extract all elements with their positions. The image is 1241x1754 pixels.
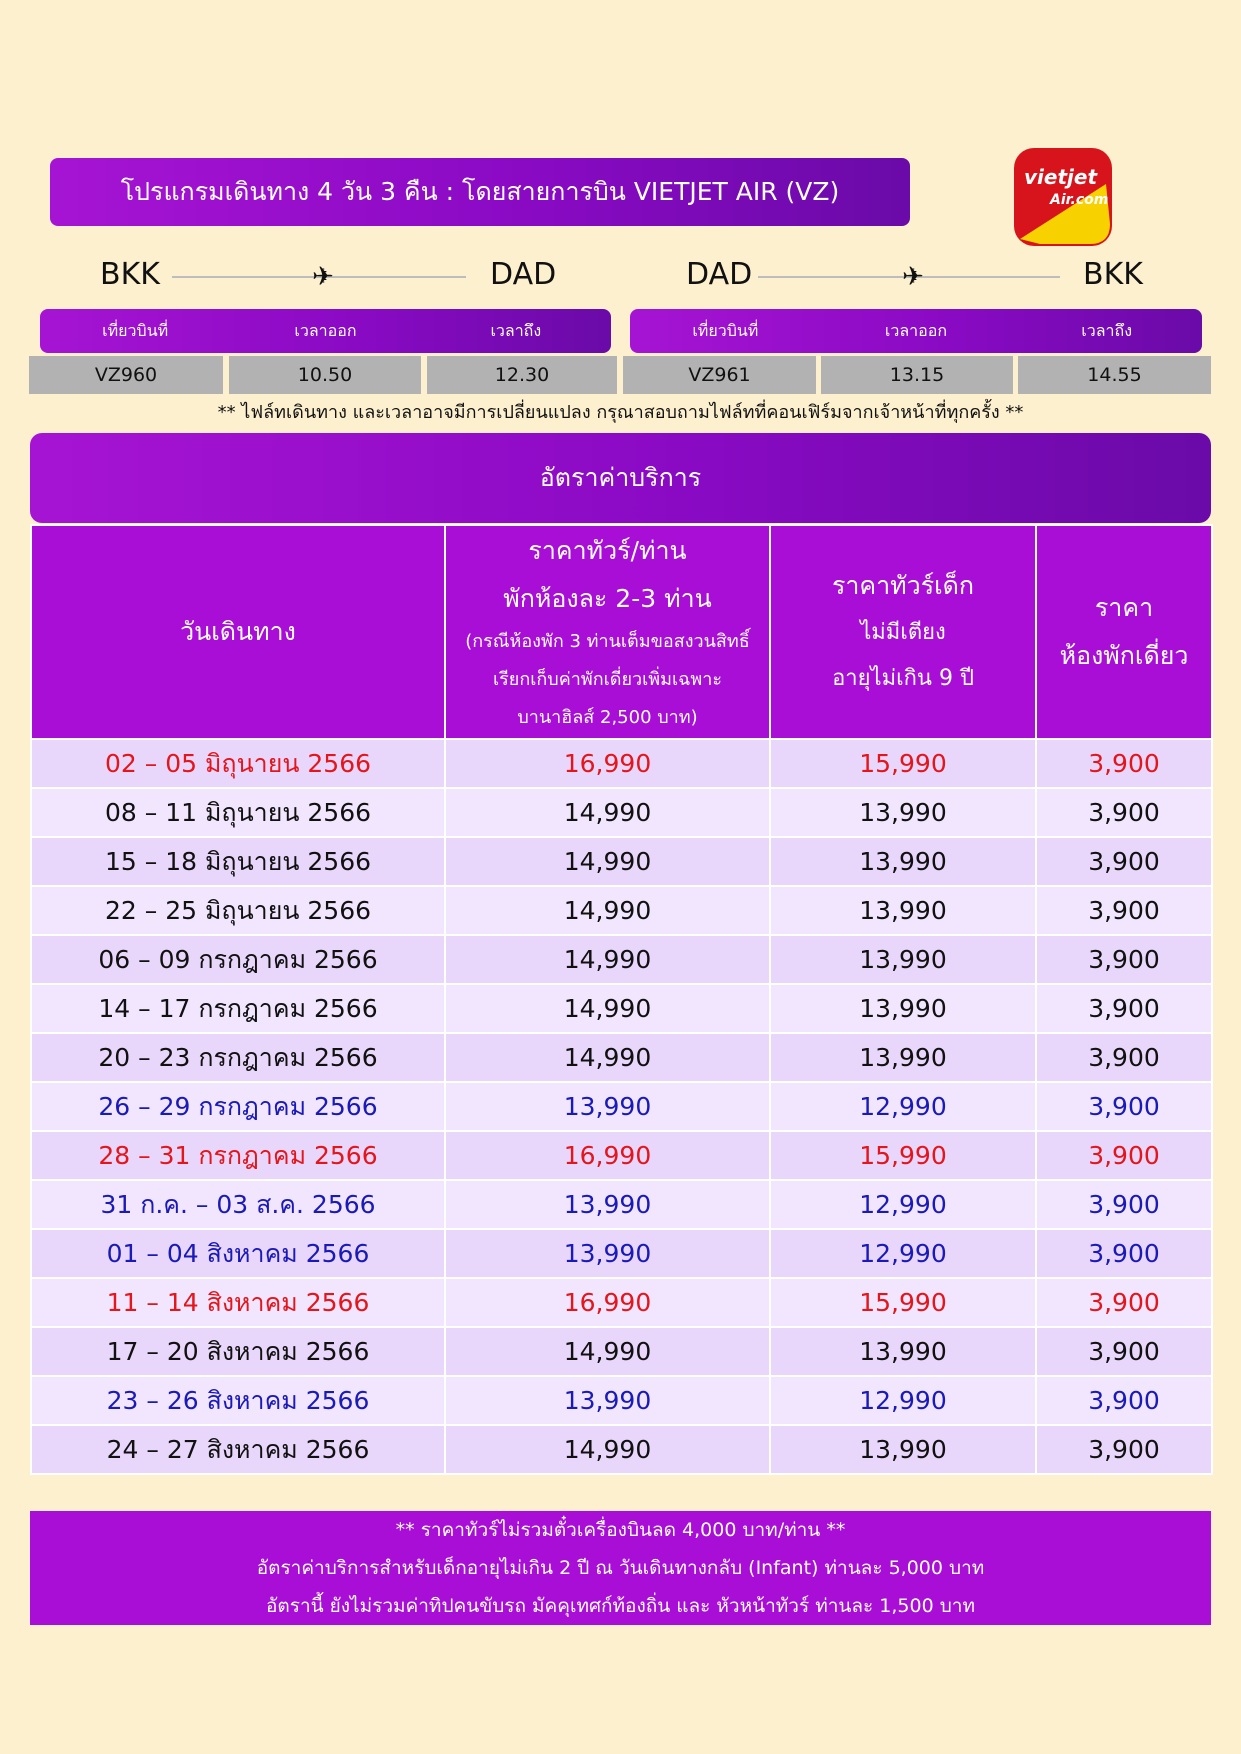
inbound-depart-time: 13.15 <box>821 356 1013 394</box>
table-row <box>31 837 1212 886</box>
col-arrive: เวลาถึง <box>1081 320 1133 340</box>
col-arrive: เวลาถึง <box>490 320 542 340</box>
cell-single: 3,900 <box>1036 1327 1212 1376</box>
outbound-from: BKK <box>100 257 160 292</box>
table-row <box>31 788 1212 837</box>
outbound-depart-time: 10.50 <box>229 356 421 394</box>
svg-text:Air.com: Air.com <box>1050 192 1109 208</box>
cell-adult: 16,990 <box>445 1131 770 1180</box>
cell-single: 3,900 <box>1036 1376 1212 1425</box>
cell-child: 12,990 <box>770 1229 1036 1278</box>
cell-child: 13,990 <box>770 1033 1036 1082</box>
table-row <box>31 984 1212 1033</box>
outbound-flight-header <box>40 309 611 353</box>
cell-child: 15,990 <box>770 1131 1036 1180</box>
table-row <box>31 1229 1212 1278</box>
cell-adult: 13,990 <box>445 1229 770 1278</box>
table-row <box>31 1425 1212 1474</box>
cell-single: 3,900 <box>1036 886 1212 935</box>
cell-adult: 16,990 <box>445 1278 770 1327</box>
cell-single: 3,900 <box>1036 837 1212 886</box>
cell-adult: 14,990 <box>445 837 770 886</box>
col-depart: เวลาออก <box>294 320 357 340</box>
cell-adult: 13,990 <box>445 1180 770 1229</box>
cell-date: 28 – 31 กรกฎาคม 2566 <box>31 1131 445 1180</box>
cell-adult: 14,990 <box>445 1033 770 1082</box>
cell-adult: 16,990 <box>445 739 770 788</box>
cell-adult: 14,990 <box>445 1425 770 1474</box>
header-single-room: ราคา ห้องพักเดี่ยว <box>1036 525 1212 739</box>
col-flight: เที่ยวบินที่ <box>692 320 759 340</box>
footer-note-3: อัตรานี้ ยังไม่รวมค่าทิปคนขับรถ มัคคุเทศก์ท้องถิ่น และ หัวหน้าทัวร์ ท่านละ 1,500 บาท <box>266 1595 975 1617</box>
cell-child: 15,990 <box>770 1278 1036 1327</box>
table-row <box>31 1376 1212 1425</box>
table-row <box>31 886 1212 935</box>
cell-date: 23 – 26 สิงหาคม 2566 <box>31 1376 445 1425</box>
cell-date: 20 – 23 กรกฎาคม 2566 <box>31 1033 445 1082</box>
cell-adult: 13,990 <box>445 1376 770 1425</box>
cell-child: 12,990 <box>770 1180 1036 1229</box>
plane-icon: ✈ <box>312 262 334 292</box>
table-row <box>31 1131 1212 1180</box>
table-row <box>31 1180 1212 1229</box>
cell-single: 3,900 <box>1036 1278 1212 1327</box>
cell-single: 3,900 <box>1036 935 1212 984</box>
rate-rows <box>31 739 1212 1474</box>
rates-table <box>30 524 1213 1475</box>
cell-child: 13,990 <box>770 1327 1036 1376</box>
cell-date: 01 – 04 สิงหาคม 2566 <box>31 1229 445 1278</box>
inbound-flight-header <box>630 309 1202 353</box>
table-row <box>31 1082 1212 1131</box>
inbound-flight-number: VZ961 <box>623 356 816 394</box>
table-row <box>31 1278 1212 1327</box>
cell-child: 13,990 <box>770 935 1036 984</box>
cell-child: 15,990 <box>770 739 1036 788</box>
cell-child: 12,990 <box>770 1376 1036 1425</box>
table-row <box>31 1033 1212 1082</box>
page-title: โปรแกรมเดินทาง 4 วัน 3 คืน : โดยสายการบิน VIETJET AIR (VZ) <box>50 158 910 226</box>
cell-date: 06 – 09 กรกฎาคม 2566 <box>31 935 445 984</box>
inbound-from: DAD <box>686 257 753 292</box>
footer-note-1: ** ราคาทัวร์ไม่รวมตั๋วเครื่องบินลด 4,000 บาท/ท่าน ** <box>395 1519 846 1541</box>
table-row <box>31 1327 1212 1376</box>
cell-date: 26 – 29 กรกฎาคม 2566 <box>31 1082 445 1131</box>
cell-adult: 14,990 <box>445 788 770 837</box>
header-adult-price: ราคาทัวร์/ท่าน พักห้องละ 2-3 ท่าน (กรณีห้องพัก 3 ท่านเต็มขอสงวนสิทธิ์ เรียกเก็บค่าพักเดี่ยวเพิ่มเฉพาะ บานาฮิลส์ 2,500 บาท) <box>445 525 770 739</box>
cell-single: 3,900 <box>1036 1082 1212 1131</box>
cell-single: 3,900 <box>1036 739 1212 788</box>
cell-date: 24 – 27 สิงหาคม 2566 <box>31 1425 445 1474</box>
cell-single: 3,900 <box>1036 1033 1212 1082</box>
rates-title: อัตราค่าบริการ <box>30 433 1211 523</box>
cell-single: 3,900 <box>1036 1425 1212 1474</box>
cell-date: 15 – 18 มิถุนายน 2566 <box>31 837 445 886</box>
cell-date: 11 – 14 สิงหาคม 2566 <box>31 1278 445 1327</box>
table-row <box>31 739 1212 788</box>
cell-date: 17 – 20 สิงหาคม 2566 <box>31 1327 445 1376</box>
cell-single: 3,900 <box>1036 788 1212 837</box>
header-date: วันเดินทาง <box>31 525 445 739</box>
cell-adult: 14,990 <box>445 935 770 984</box>
col-flight: เที่ยวบินที่ <box>102 320 169 340</box>
cell-single: 3,900 <box>1036 984 1212 1033</box>
outbound-arrive-time: 12.30 <box>427 356 617 394</box>
cell-child: 13,990 <box>770 788 1036 837</box>
plane-icon: ✈ <box>902 262 924 292</box>
cell-date: 22 – 25 มิถุนายน 2566 <box>31 886 445 935</box>
cell-single: 3,900 <box>1036 1229 1212 1278</box>
cell-date: 08 – 11 มิถุนายน 2566 <box>31 788 445 837</box>
flight-note: ** ไฟล์ทเดินทาง และเวลาอาจมีการเปลี่ยนแปลง กรุณาสอบถามไฟล์ทที่คอนเฟิร์มจากเจ้าหน้าที่ทุกครั้ง ** <box>217 402 1024 423</box>
cell-child: 12,990 <box>770 1082 1036 1131</box>
cell-date: 31 ก.ค. – 03 ส.ค. 2566 <box>31 1180 445 1229</box>
cell-date: 02 – 05 มิถุนายน 2566 <box>31 739 445 788</box>
table-row <box>31 935 1212 984</box>
vietjet-logo <box>1010 144 1116 250</box>
header-child-price: ราคาทัวร์เด็ก ไม่มีเตียง อายุไม่เกิน 9 ปี <box>770 525 1036 739</box>
cell-adult: 14,990 <box>445 886 770 935</box>
col-depart: เวลาออก <box>884 320 948 340</box>
inbound-to: BKK <box>1083 257 1143 292</box>
cell-adult: 13,990 <box>445 1082 770 1131</box>
cell-single: 3,900 <box>1036 1180 1212 1229</box>
cell-child: 13,990 <box>770 837 1036 886</box>
outbound-flight-number: VZ960 <box>29 356 223 394</box>
svg-text:vietjet: vietjet <box>1024 165 1097 189</box>
cell-date: 14 – 17 กรกฎาคม 2566 <box>31 984 445 1033</box>
outbound-to: DAD <box>490 257 557 292</box>
footer-note-2: อัตราค่าบริการสำหรับเด็กอายุไม่เกิน 2 ปี ณ วันเดินทางกลับ (Infant) ท่านละ 5,000 บาท <box>256 1557 985 1579</box>
cell-child: 13,990 <box>770 886 1036 935</box>
cell-adult: 14,990 <box>445 984 770 1033</box>
inbound-arrive-time: 14.55 <box>1018 356 1211 394</box>
cell-child: 13,990 <box>770 1425 1036 1474</box>
cell-single: 3,900 <box>1036 1131 1212 1180</box>
cell-adult: 14,990 <box>445 1327 770 1376</box>
footer-notes <box>30 1511 1211 1625</box>
cell-child: 13,990 <box>770 984 1036 1033</box>
